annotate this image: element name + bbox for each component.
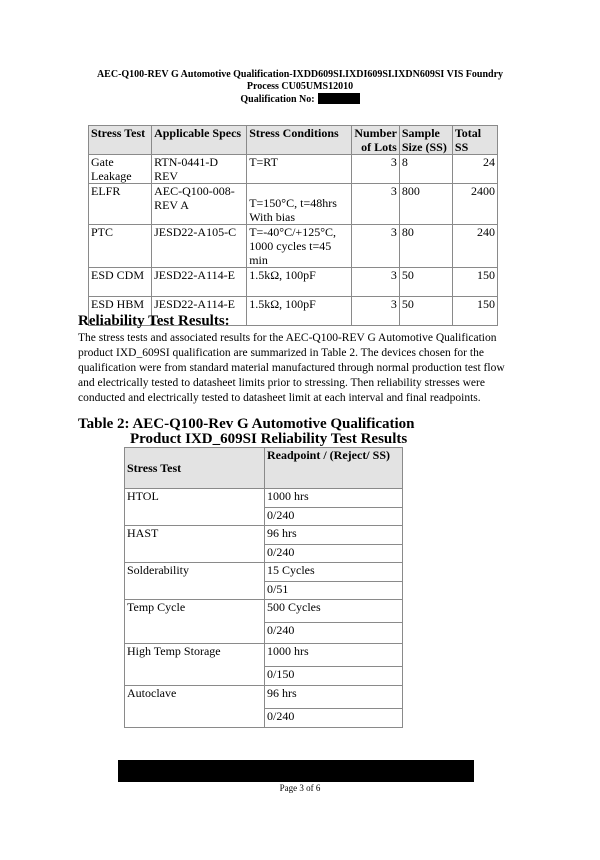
cell-total-ss: 2400 [452,184,497,225]
doc-header-title: AEC-Q100-REV G Automotive Qualification-IXDD609SI.IXDI609SI.IXDN609SI VIS Foundry [96,69,504,80]
table-header-row [125,448,403,489]
cell-lots: 3 [352,184,400,225]
section-title-reliability-results: Reliability Test Results: [78,313,230,329]
col-header-stress-test: Stress Test [89,126,152,155]
cell-lots: 3 [352,297,400,326]
cell-stress-test: HTOL [125,489,265,526]
cell-reject-ss: 0/51 [265,582,403,600]
cell-readpoint: 15 Cycles [265,563,403,582]
table2-caption-line2: Product IXD_609SI Reliability Test Results [130,431,408,447]
table-row [125,489,403,508]
reliability-results-table [124,447,403,728]
cell-conditions: 1.5kΩ, 100pF [247,297,352,326]
cell-reject-ss: 0/240 [265,709,403,728]
table-row [89,155,498,184]
table-row [125,563,403,582]
cell-stress-test: ESD HBM [89,297,152,326]
cell-reject-ss: 0/240 [265,545,403,563]
cell-lots: 3 [352,268,400,297]
doc-header-process: Process CU05UMS12010 [246,81,354,92]
cell-total-ss: 150 [452,268,497,297]
cell-lots: 3 [352,225,400,268]
col-header-number-of-lots: Number of Lots [352,126,400,155]
col-header-stress-test: Stress Test [125,448,265,489]
cell-reject-ss: 0/240 [265,623,403,644]
cell-readpoint: 500 Cycles [265,600,403,623]
cell-sample-size: 800 [399,184,452,225]
col-header-sample-size: Sample Size (SS) [399,126,452,155]
table-row [125,600,403,623]
cell-sample-size: 50 [399,297,452,326]
cell-readpoint: 1000 hrs [265,489,403,508]
cell-lots: 3 [352,155,400,184]
cell-reject-ss: 0/240 [265,508,403,526]
cell-stress-test: Temp Cycle [125,600,265,644]
col-header-total-ss: Total SS [452,126,497,155]
cell-conditions: 1.5kΩ, 100pF [247,268,352,297]
cell-total-ss: 24 [452,155,497,184]
doc-header-qualification [0,93,600,106]
cell-stress-test: Gate Leakage [89,155,152,184]
cell-total-ss: 150 [452,297,497,326]
cell-conditions: T=-40°C/+125°C, 1000 cycles t=45 min [247,225,352,268]
cell-stress-test: High Temp Storage [125,644,265,686]
cell-sample-size: 80 [399,225,452,268]
qualification-label: Qualification No: [240,94,315,105]
cell-spec: JESD22-A105-C [152,225,247,268]
cell-readpoint: 96 hrs [265,686,403,709]
cell-spec: JESD22-A114-E [152,268,247,297]
cell-readpoint: 1000 hrs [265,644,403,667]
stress-conditions-table [88,125,498,326]
cell-stress-test: Autoclave [125,686,265,728]
redacted-qualification-number [318,93,360,104]
cell-reject-ss: 0/150 [265,667,403,686]
reliability-results-paragraph: The stress tests and associated results for the AEC-Q100-REV G Automotive Qualification product IXD_609SI qualification are summarized in Table 2. The devices chosen for the qualification were from standard material manufactured through normal production test flow and electrically tested to datasheet limits prior to stressing. Then reliability stresses were conducted and electrically tested to datasheet limit at each interval and final readpoints. [78,332,505,404]
cell-stress-test: PTC [89,225,152,268]
redacted-footer-block [118,760,474,782]
table-row [89,268,498,297]
col-header-stress-conditions: Stress Conditions [247,126,352,155]
table2-caption-line1: Table 2: AEC-Q100-Rev G Automotive Qualification [78,416,415,432]
cell-sample-size: 8 [399,155,452,184]
cell-spec: JESD22-A114-E [152,297,247,326]
cell-stress-test: Solderability [125,563,265,600]
col-header-applicable-specs: Applicable Specs [152,126,247,155]
table-row [125,686,403,709]
cell-readpoint: 96 hrs [265,526,403,545]
cell-stress-test: ELFR [89,184,152,225]
cell-total-ss: 240 [452,225,497,268]
table-row [125,526,403,545]
table-row [125,644,403,667]
cell-spec: AEC-Q100-008-REV A [152,184,247,225]
cell-sample-size: 50 [399,268,452,297]
table-row [89,225,498,268]
page-number: Page 3 of 6 [279,783,321,793]
table-header-row [89,126,498,155]
col-header-readpoint: Readpoint / (Reject/ SS) [265,448,403,489]
table-row [89,184,498,225]
cell-stress-test: ESD CDM [89,268,152,297]
cell-conditions: T=RT [247,155,352,184]
cell-spec: RTN-0441-D REV [152,155,247,184]
cell-conditions: T=150°C, t=48hrs With bias [247,184,352,225]
cell-stress-test: HAST [125,526,265,563]
